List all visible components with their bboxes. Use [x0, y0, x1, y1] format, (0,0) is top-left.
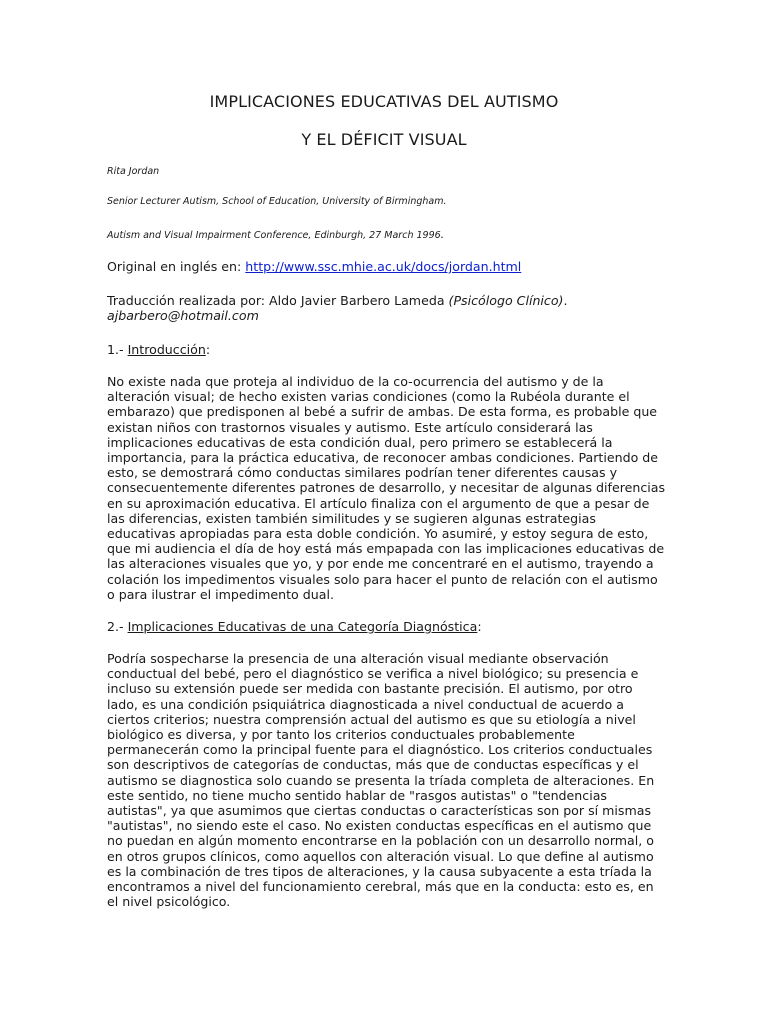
section-2-number: 2.-	[107, 619, 128, 634]
section-heading-1	[107, 342, 667, 357]
author-affiliation: Senior Lecturer Autism, School of Education, University of Birmingham.	[107, 196, 447, 207]
section-2-title: Implicaciones Educativas de una Categoría Diagnóstica	[127, 619, 478, 634]
document-title-line1: IMPLICACIONES EDUCATIVAS DEL AUTISMO	[209, 92, 559, 111]
paragraph-diagnostic-category: Podría sospecharse la presencia de una alteración visual mediante observación conductual del bebé, pero el diagnóstico se verifica a nivel biológico; su presencia e incluso su extensión puede ser medida con bastante precisión. El autismo, por otro lado, es una condición psiquiátrica diagnosticada a nivel conductual de acuerdo a ciertos criterios; nuestra comprensión actual del autismo es que su etiología a nivel biológico es diversa, y por tanto los criterios conductuales probablemente permanecerán como la principal fuente para el diagnóstico. Los criterios conductuales son descriptivos de categorías de conductas, más que de conductas específicas y el autismo se diagnostica solo cuando se presenta la tríada completa de alteraciones. En este sentido, no tiene mucho sentido hablar de "rasgos autistas" o "tendencias autistas", ya que asumimos que ciertas conductas o características son por sí mismas "autistas", no siendo este el caso. No existen conductas específicas en el autismo que no puedan en algún momento encontrarse en la población con un desarrollo normal, o en otros grupos clínicos, como aquellos con alteración visual. Lo que define al autismo es la combinación de tres tipos de alteraciones, y la causa subyacente a esta tríada la encontramos a nivel del funcionamiento cerebral, más que en la conducta: esto es, en el nivel psicológico.	[107, 651, 655, 910]
translator-period: .	[563, 293, 568, 308]
original-source-label: Original en inglés en:	[107, 259, 246, 274]
conference-text: Autism and Visual Impairment Conference, Edinburgh, 27 March 1996	[107, 230, 441, 241]
section-2-colon: :	[477, 619, 482, 634]
conference-info	[107, 228, 444, 241]
translator-label: Traducción realizada por: Aldo Javier Barbero Lameda	[107, 293, 449, 308]
document-title-line2: Y EL DÉFICIT VISUAL	[301, 130, 467, 149]
translator-credit	[107, 293, 667, 323]
section-1-title: Introducción	[127, 342, 206, 357]
translator-email: ajbarbero@hotmail.com	[107, 308, 259, 324]
section-heading-2	[107, 619, 667, 634]
conference-period: .	[440, 228, 445, 241]
original-source-link[interactable]: http://www.ssc.mhie.ac.uk/docs/jordan.html	[245, 259, 522, 274]
section-1-number: 1.-	[107, 342, 128, 357]
section-1-colon: :	[205, 342, 211, 357]
paragraph-introduction: No existe nada que proteja al individuo de la co-ocurrencia del autismo y de la alteración visual; de hecho existen varias condiciones (como la Rubéola durante el embarazo) que predisponen al bebé a sufrir de ambas. De esta forma, es probable que existan niños con trastornos visuales y autismo. Este artículo considerará las implicaciones educativas de esta condición dual, pero primero se establecerá la importancia, para la práctica educativa, de reconocer ambas condiciones. Partiendo de esto, se demostrará cómo conductas similares podrían tener diferentes causas y consecuentemente diferentes patrones de desarrollo, y necesitar de algunas diferencias en su aproximación educativa. El artículo finaliza con el argumento de que a pesar de las diferencias, existen también similitudes y se sugieren algunas estrategias educativas apropiadas para esta doble condición. Yo asumiré, y estoy segura de esto, que mi audiencia el día de hoy está más empapada con las implicaciones educativas de las alteraciones visuales que yo, y por ende me concentraré en el autismo, trayendo a colación los impedimentos visuales solo para hacer el punto de relación con el autismo o para ilustrar el impedimento dual.	[107, 374, 666, 602]
original-source-line	[107, 259, 667, 274]
translator-role: (Psicólogo Clínico)	[448, 293, 564, 308]
author-name: Rita Jordan	[107, 166, 160, 177]
